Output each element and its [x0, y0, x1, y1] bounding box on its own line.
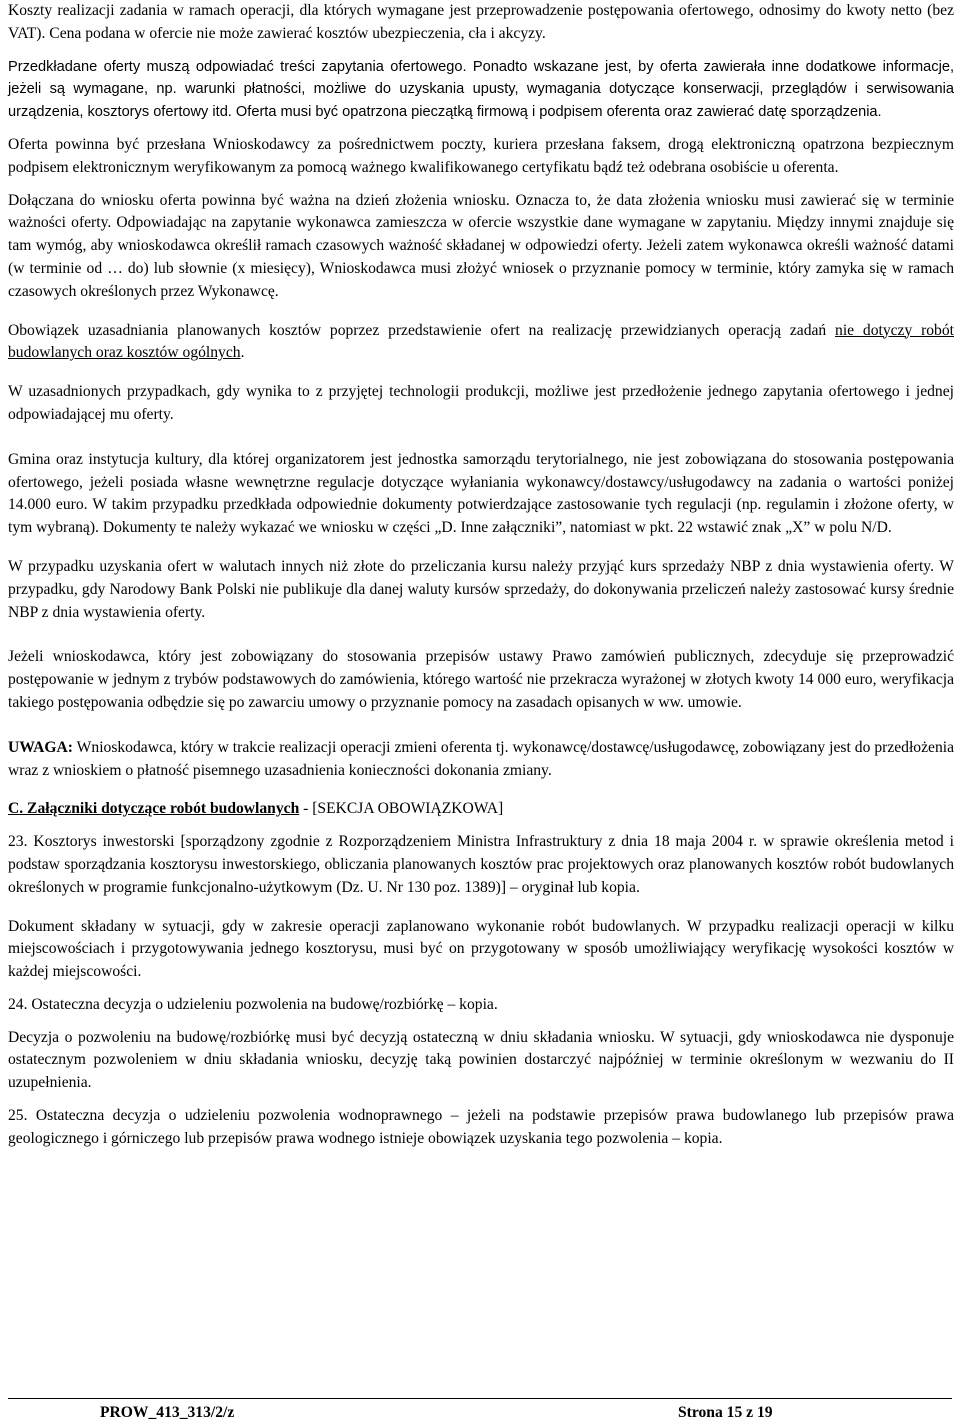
item-25-water-permit: 25. Ostateczna decyzja o udzieleniu pozwolenia wodnoprawnego – jeżeli na podstawie przepisów prawa budowlanego lub przepisów prawa geologicznego i górniczego lub przepisów prawa wodnego istnieje obowiązek uzyskania tego pozwolenia – kopia. [8, 1107, 954, 1147]
paragraph-offer-validity: Dołączana do wniosku oferta powinna być ważna na dzień złożenia wniosku. Oznacza to, że data złożenia wniosku musi zawierać się w terminie ważności oferty. Odpowiadając na zapytanie wykonawca zamieszcza w ofercie wszystkie dane wymagane w zapytaniu. Między innymi znajduje się tam wymóg, aby wnioskodawca określił ramach czasowych ważność składanej w odpowiedzi oferty. Jeżeli zatem wykonawca określi ważność datami (w terminie od … do) lub słownie (x miesięcy), Wnioskodawca musi złożyć wniosek o przyznanie pomocy w terminie, który zamyka się w ramach czasowych określonych przez Wykonawcę. [8, 191, 954, 300]
paragraph-cost-estimate-note: Dokument składany w sytuacji, gdy w zakresie operacji zaplanowano wykonanie robót budowlanych. W przypadku realizacji operacji w kilku miejscowościach i przygotowywania jednego kosztorysu, musi być on przygotowany w sposób umożliwiający weryfikację wysokości kosztów w każdej miejscowości. [8, 917, 954, 981]
paragraph-municipality: Gmina oraz instytucja kultury, dla której organizatorem jest jednostka samorządu terytorialnego, nie jest zobowiązana do stosowania postępowania ofertowego, jeżeli posiada własne wewnętrzne regulacje dotyczące wyłaniania wykonawcy/dostawcy/usługodawcy na zadania o wartości poniżej 14.000 euro. W takim przypadku przedkłada odpowiednie dokumenty potwierdzające zastosowanie tych regulacji (np. regulamin i złożone oferty, w tym wybraną). Dokumenty te należy wykazać we wniosku w części „D. Inne załączniki”, natomiast w pkt. 22 wstawić znak „X” w polu N/D. [8, 450, 954, 537]
item-24-building-permit: 24. Ostateczna decyzja o udzieleniu pozwolenia na budowę/rozbiórkę – kopia. [8, 995, 498, 1013]
warning-label: UWAGA: [8, 738, 73, 756]
paragraph-offers-content: Przedkładane oferty muszą odpowiadać treści zapytania ofertowego. Ponadto wskazane jest, by oferta zawierała inne dodatkowe informacje, jeżeli są wymagane, np. warunki płatności, możliwe do uzyskania upusty, wymagania dotyczące konserwacji, przeglądów i serwisowania urządzenia, kosztorys ofertowy itd. Oferta musi być opatrzona pieczątką firmową i podpisem oferenta oraz zawierać datę sporządzenia. [8, 58, 954, 121]
paragraph-offer-delivery: Oferta powinna być przesłana Wnioskodawcy za pośrednictwem poczty, kuriera przesłana faksem, drogą elektroniczną opatrzona bezpiecznym podpisem elektronicznym weryfikowanym za pomocą ważnego kwalifikowanego certyfikatu bądź też odebrana osobiście u oferenta. [8, 135, 954, 176]
footer-divider [8, 1398, 952, 1399]
paragraph-justification: Obowiązek uzasadniania planowanych kosztów poprzez przedstawienie ofert na realizację przewidzianych operacją zadań nie dotyczy robót budowlanych oraz kosztów ogólnych. [8, 321, 954, 362]
paragraph-public-procurement: Jeżeli wnioskodawca, który jest zobowiązany do stosowania przepisów ustawy Prawo zamówień publicznych, zdecyduje się przeprowadzić postępowanie w jednym z trybów podstawowych do zamówienia, którego wartość nie przekracza wyrażonej w złotych kwoty 14 000 euro, weryfikacja takiego postępowania odbędzie się po zawarciu umowy o przyznanie pomocy na zasadach opisanych w ww. umowie. [8, 648, 954, 711]
section-heading-c: C. Załączniki dotyczące robót budowlanych - [SEKCJA OBOWIĄZKOWA] [8, 800, 504, 818]
underlined-exception: nie dotyczy robót budowlanych oraz kosztów ogólnych [8, 321, 954, 362]
footer-doc-code: PROW_413_313/2/z [100, 1404, 235, 1421]
paragraph-costs: Koszty realizacji zadania w ramach operacji, dla których wymagane jest przeprowadzenie postępowania ofertowego, odnosimy do kwoty netto (bez VAT). Cena podana w ofercie nie może zawierać kosztów ubezpieczenia, cła i akcyzy. [8, 2, 954, 42]
item-23-cost-estimate: 23. Kosztorys inwestorski [sporządzony zgodnie z Rozporządzeniem Ministra Infrastruktury z dnia 18 maja 2004 r. w sprawie określenia metod i podstaw sporządzania kosztorysu inwestorskiego, obliczania planowanych kosztów prac projektowych oraz planowanych kosztów robót budowlanych określonych w programie funkcjonalno-użytkowym (Dz. U. Nr 130 poz. 1389)] – oryginał lub kopia. [8, 833, 954, 896]
footer-page-number: Strona 15 z 19 [678, 1404, 773, 1421]
paragraph-currency: W przypadku uzyskania ofert w walutach innych niż złote do przeliczania kursu należy przyjąć kurs sprzedaży NBP z dnia wystawienia oferty. W przypadku, gdy Narodowy Bank Polski nie publikuje dla danej waluty kursów sprzedaży, do dokonywania przeliczeń należy zastosować kursy średnie NBP z dnia wystawienia oferty. [8, 557, 954, 621]
document-page [8, 0, 954, 1151]
paragraph-building-permit-note: Decyzja o pozwoleniu na budowę/rozbiórkę musi być decyzją ostateczną w dniu składania wniosku. W sytuacji, gdy wnioskodawca nie dysponuje ostatecznym pozwoleniem w dniu składania wniosku, decyzję taką powinien dostarczyć najpóźniej w terminie określonym w wezwaniu do II uzupełnienia. [8, 1028, 954, 1092]
paragraph-warning: UWAGA: Wnioskodawca, który w trakcie realizacji operacji zmieni oferenta tj. wykonawcę/dostawcę/usługodawcę, zobowiązany jest do przedłożenia wraz z wnioskiem o płatność pisemnego uzasadnienia konieczności dokonania zmiany. [8, 738, 954, 779]
paragraph-single-offer: W uzasadnionych przypadkach, gdy wynika to z przyjętej technologii produkcji, możliwe jest przedłożenie jednego zapytania ofertowego i jednej odpowiadającej mu oferty. [8, 383, 954, 423]
